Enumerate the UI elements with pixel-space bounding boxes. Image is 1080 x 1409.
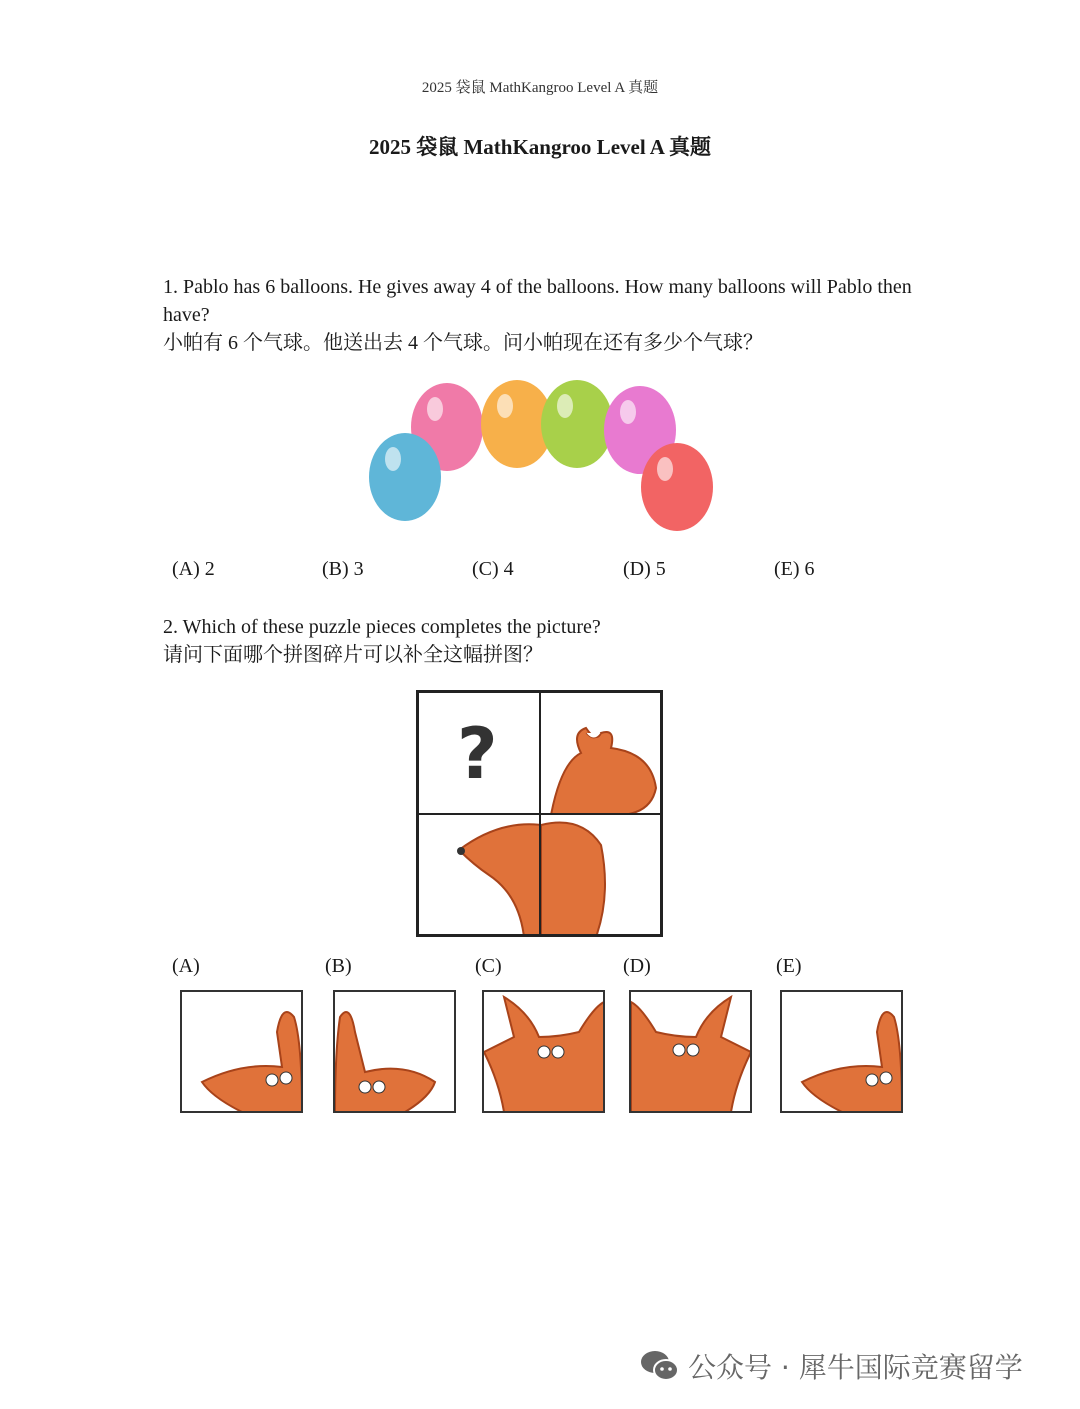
q2-option-c-piece [482, 990, 605, 1113]
question-1-text-zh: 小帕有 6 个气球。他送出去 4 个气球。问小帕现在还有多少个气球？ [163, 332, 763, 354]
balloon-highlight [427, 397, 443, 421]
page-title: 2025 袋鼠 MathKangroo Level A 真题 [368, 135, 712, 159]
kangaroo-head-image [484, 992, 604, 1112]
question-mark: ? [457, 713, 498, 795]
q2-option-b-piece [333, 990, 456, 1113]
q2-option-e-piece [780, 990, 903, 1113]
kangaroo-head-image [631, 992, 751, 1112]
q2-option-a-label: (A) [172, 955, 200, 977]
balloon [369, 433, 441, 521]
balloon [541, 380, 613, 468]
kangaroo-tail-image [541, 693, 662, 814]
question-2-text-en: 2. Which of these puzzle pieces completes the picture? [163, 616, 601, 638]
q2-option-d-piece [629, 990, 752, 1113]
balloon-highlight [497, 394, 513, 418]
q2-option-e-label: (E) [776, 955, 802, 977]
balloon [641, 443, 713, 531]
kangaroo-head-image [182, 992, 302, 1112]
balloon-highlight [385, 447, 401, 471]
q2-option-c-label: (C) [475, 955, 502, 977]
q1-option-b: (B) 3 [322, 558, 364, 580]
puzzle-grid [416, 690, 663, 937]
puzzle-cell-bottom-right [540, 814, 662, 936]
q2-option-b-label: (B) [325, 955, 352, 977]
q1-option-d: (D) 5 [623, 558, 666, 580]
kangaroo-head-image [335, 992, 455, 1112]
q2-option-a-piece [180, 990, 303, 1113]
q2-option-d-label: (D) [623, 955, 651, 977]
page-header: 2025 袋鼠 MathKangroo Level A 真题 [421, 80, 659, 96]
kangaroo-snout-image [419, 815, 540, 936]
q1-option-c: (C) 4 [472, 558, 514, 580]
balloon-highlight [557, 394, 573, 418]
watermark-text: 公众号 · 犀牛国际竞赛留学 [688, 1351, 1023, 1384]
q1-option-e: (E) 6 [774, 558, 815, 580]
kangaroo-body-image [541, 815, 662, 936]
question-1-text-en: 1. Pablo has 6 balloons. He gives away 4 of the balloons. How many balloons will Pablo then have? [163, 276, 912, 326]
puzzle-cell-top-right [540, 692, 662, 814]
balloon-highlight [620, 400, 636, 424]
balloon-highlight [657, 457, 673, 481]
wechat-icon [640, 1349, 680, 1383]
q1-option-a: (A) 2 [172, 558, 215, 580]
puzzle-cell-bottom-left [418, 814, 540, 936]
question-2-text-zh: 请问下面哪个拼图碎片可以补全这幅拼图？ [163, 644, 543, 666]
kangaroo-head-image [782, 992, 902, 1112]
balloons-image [365, 372, 725, 532]
wechat-watermark [640, 1346, 1023, 1386]
puzzle-missing-cell [418, 692, 540, 814]
